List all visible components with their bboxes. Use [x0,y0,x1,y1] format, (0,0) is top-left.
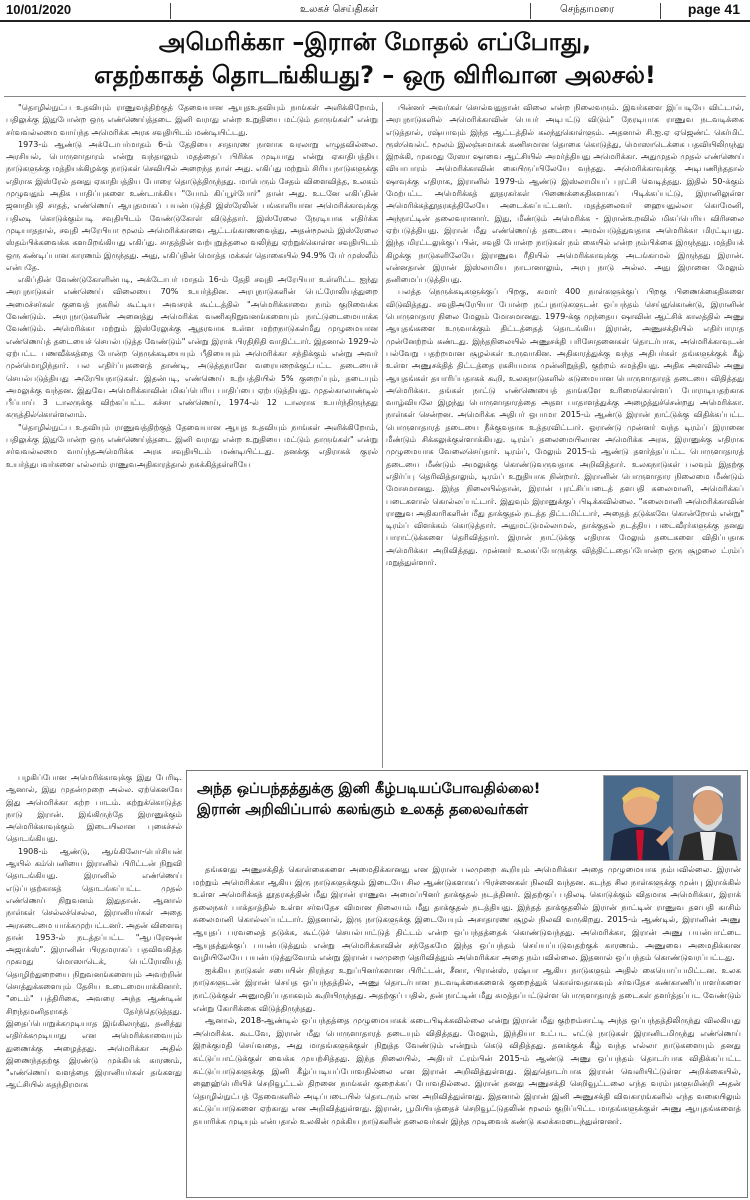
sidebar-story [186,770,748,1198]
header-divider [660,3,661,19]
article-paragraph: எகிப்தின் வேண்டுகோளின்படி, அக்டோபர் மாதம் 16-ம் தேதி சவுதி அரேபியா உள்ளிட்ட ஐந்து அரபுநாடுகள் எண்ணெய் விலையை 70% உயர்த்தின. அரபுநாடுகளின் பெட்ரோலியத்துறை அமைச்சர்கள் குவைத் நகரில் கூட்டிய அவசரக் கூட்டத்தில் "அமெரிக்காவை நாம் குறிவைக்க வேண்டும். அரபுநாடுகளின் அனைத்து அமெரிக்க வணிகநிறுவனங்களையும் நாட்டுடைமையாக்க வேண்டும். அமெரிக்கா மற்றும் இஸ்ரேலுக்கு ஆதரவாக உள்ள மற்றநாடுகள்மீது முழுமையான எண்ணெய்த் தடையைச் செயல்படுத்த வேண்டும்" என்று இராக் பிரதிநிதி வாதிட்டார். இதனால் 1929-ல் ஏற்பட்ட பணவீக்கத்தை போன்ற நெருக்கடியையும் பீதியையும் அமெரிக்கா சந்திக்கும் என்று அவர் முன்மொழிந்தார். பல எதிர்ப்புகளைத் தாண்டி, அடுத்தநாளே வரையறைக்குட்பட்ட தடையைச் செயல்படுத்தியது அரேபியநாடுகள். இதன்படி, எண்ணெய் உற்பத்தியில் 5% குறைப்பும், தடையும் அமலுக்கு வந்தன. இதுவே அமெரிக்காவின் மிகப்பெரிய பாதிப்பை ஏற்படுத்தியது. முதல்காலாண்டில் பீப்பாய் 3 டாலருக்கு விற்கப்பட்ட கச்சா எண்ணெய், 1974-ல் 12 டாலராக உயர்ந்திருந்தது கருத்தில்கொள்ளலாம். [6,275,378,420]
column-divider [382,102,383,768]
article-paragraph: பழகிப்போன அமெரிக்காவுக்கு இது பேரிடி. ஆனால், இது முதன்முறை அல்ல. ஏற்கெனவே இது அமெரிக்கா கற்ற பாடம். கற்றுக்கொடுத்த நாடு இரான். இங்கிருந்தே இரானுக்கும் அமெரிக்காவுக்கும் இடையிலான புகைச்சல் தொடங்கியது. [6,773,182,844]
header-divider [530,3,531,19]
article-column-right [386,102,744,768]
sidebar-headline-1: அந்த ஒப்பந்தத்துக்கு இனி கீழ்படியப்போவதில்லை! [197,781,541,797]
article-paragraph: 1973-ம் ஆண்டு அக்டோபர்மாதம் 6-ம் தேதியை சாதாரண நாளாக வரலாறு எழுதவில்லை. அரசியல், பொருளாதாரம் என்று வந்தாலும் மதத்தைப் பிரிக்க முடியாது என்று ஏகாதிபத்திய நாடுகளுக்கு மத்தியக்கிழக்கு நாடுகள் செவியில் அறைந்த நாள் அது. எகிப்து மற்றும் சிரிய நாடுகளுக்கு எதிராக இஸ்ரேல் தனது ஏகாதிபத்திய போரை தொடுத்திருந்தது. மாபெரும் சேதம் விளைவித்த, உலகம் முழுவதும் அதிக பாதிப்புகளை உண்டாக்கிய "யோம் கிப்பூர்போர்" தான் அது. உடனே எகிப்தின் ஜனாதிபதி சாதத், எண்ணெய் ஆயுதமாகப் பயன்படுத்தி இஸ்ரேலின் பங்காளியான அமெரிக்காவுக்கு பதிலடி கொடுக்கும்படி சவுதியிடம் வேண்டுகோள் விடுத்தார். இஸ்ரேலை நேரடியாக எதிர்க்க முடியாததால், சவுதி அரேபியா மூலம் அமெரிக்காவை ஆட்டங்காணவைத்து, அதன்மூலம் இஸ்ரேலை ஸ்தம்பிக்கவைக்க களமிறங்கியது எகிப்து. சாதத்தின் வற்புறுத்தலை வலிந்து ஏற்றுக்கொள்ள சவுதியிடம் ஒரு கண்டிப்பான காரணம் இருந்தது. அது, எகிப்தின் மொத்த மக்கள் தொகையில் 94.9% பேர் முஸ்லீம் என்பதே. [6,139,378,272]
sidebar-paragraph: தங்களது அணுசக்தித் கொள்கைகளை அமைதிக்கானது என இரான் பலமுறை கூறியும் அமெரிக்கா அதை முழுமையாக நம்பவில்லை. இரான் மற்றும் அமெரிக்கா ஆகிய இரு நாடுகளுக்கும் இடையே சில ஆண்டுகளாகப் பிரச்னைகள் நிலவி வந்தன. கடந்த சில நாள்களுக்கு முன்பு இராக்கில் உள்ள அமெரிக்கத் தூதரகத்தின் மீது இரான் ராணுவ அமைப்பினர் தாக்குதல் நடத்தினர். இதற்குப் பதிலடி கொடுக்கும் விதமாக அமெரிக்கா, இராக் தலைநகர் பாக்தாத்தில் உள்ள சர்வதேச விமான நிலையம் மீது தாக்குதல் நடத்தியது. இந்தத் தாக்குதலில் இரான் நாட்டின் ராணுவ தளபதி காசிம் சுலைமானி கொல்லப்பட்டார். இதனால், இரு நாடுகளுக்கு இடையேயும் அசாதாரண சூழல் நிலவி வருகிறது. 2015-ம் ஆண்டில், இரானின் அணு ஆயுதப் பரவலைத் தடுக்க, கூட்டுச் செயல்பாட்டுத் திட்டம் என்ற ஒப்பந்தத்தைக் கொண்டுவந்தது. அமெரிக்கா, இரான் அணு பயன்பாட்டை ஆயுதத்துக்குப் பயன்படுத்தும் என்று அமெரிக்காவின் சந்தேகமே இந்த ஒப்பந்தம் செய்யப்படுவதற்குக் காரணம். அணுவை அமைதிக்கான வழியிலேயே பயன்படுத்துவோம் என்று இரான் பலமுறை தெரிவித்தும் அமெரிக்கா அதை நம்பவில்லை. இதனால் ஒப்பந்தம் கொண்டுவரப்பட்டது. [193,864,741,963]
section-name: உலகச் செய்திகள் [300,4,378,15]
sidebar-paragraph: ஆனால், 2018-ஆண்டில் ஒப்பந்தத்தை முழுமையாகக் கடைபிடிக்கவில்லை என்று இரான் மீது குற்றம்சாட்டி அந்த ஒப்பந்தத்திலிருந்து விலகியது அமெரிக்க. கூடவே, இரான் மீது பொருளாதாரத் தடையும் விதித்தது. மேலும், இந்தியா உட்பட எட்டு நாடுகள் இரானிடமிருந்து எண்ணெய் இறக்குமதி செய்வதை, அது மாதங்களுக்குள் நிறுத்த வேண்டும் என்றும் கெடு விதித்தது. தனக்குக் கீழ் வந்த எல்லா நாடுகளையும் தனது கட்டுப்பாட்டுக்குள் வைக்க முயற்சித்தது. இந்த நிலையில், அதிபர் ட்ரம்பின் 2015-ம் ஆண்டு அணு ஒப்பந்தம் தொடர்பாக விதிக்கப்பட்ட கட்டுப்பாடுகளுக்கு இனி கீழ்ப்படியப்போவதில்லை என இரான் அறிவித்துள்ளது. இதுதொடர்பாக இரான் வெளியிட்டுள்ள அறிக்கையில், ஹைஹ்பெரியிச் செறிவூட்டல் திறனை நாங்கள் குறைக்கப் போவதில்லை. இரான் தனது அணுசக்தி செறிவூட்டலை எந்த வரம்புகளுமின்றி அதன் தொழில்நுட்பத் தேவைகளில் அடிப்படையில் தொடரும் என அறிவித்துள்ளது. இதனால் இரான் இனி அணுசக்தி விவகாரங்களில் எந்த வகையிலும் கட்டுப்பாடுகளை ஏற்காது என அறிவித்துள்ளது. இரான், பூமியியத்தைச் செறிவூட்டுதலின் மூலம் குறிப்பிட்ட மாதங்களுக்குள் அணு ஆயுதங்களைத் தயாரிக்க முடியும் என்பதால் உலகின் முக்கிய நாடுகளின் தலைவர்கள் இந்த முடிவைக் கண்டு கலக்கமடைந்துள்ளனர். [193,1015,741,1126]
article-paragraph: பின்னர் அவர்கள் சொல்வதுதான் விலை என்ற நிலைவரும். இவர்களை இப்படியே விட்டால், அரபுநாடுகளில் அமெரிக்காவின் பெயர் அடிபட்டு விடும்" நேரடியாக ராணுவ நடவடிக்கை எடுத்தால், ரஷ்யாவும் இந்த ஆட்டத்தில் கலந்துகொள்ளும். அதனால் சி.ஐ.ஏ ஏஜெண்ட் கெர்மிட் ரூஸ்வெல்ட் மூலம் இலஞ்சமாகக் கணிசமான தொகை கொடுத்து, மொஸாடெக்கை பதவியிலிருந்து இறக்கி, முகமது ரேஸா ஷாவை ஆட்சியில் அமர்த்தியது அமெரிக்கா. அதுமுதல் முதல் எண்ணெய் வியாபாரம் அமெரிக்காவின் கையிருப்பிலேயே வந்தது. அமெரிக்காவுக்கு அடிபணிந்ததால் ஷாவுக்கு எதிராக, இரானில் 1979-ம் ஆண்டு இஸ்லாமியப் புரட்சி வெடித்தது. இதில் 50-க்கும் மேற்பட்ட அமெரிக்கத் தூதரகர்கள் பிணைக்கைதிகளாகப் பிடிக்கப்பட்டு, இரானிலுள்ள அமெரிக்கத்தூதரகத்திலேயே அடைக்கப்பட்டனர். மதத்தலைவர் ஹையதுல்லா கொமேனி, அந்நாட்டின் தலைவரானார். இது, மீண்டும் அமெரிக்க - இரான்உறவில் மிகப்பெரிய விரிசலை ஏற்படுத்தியது. இரான் மீது எண்ணெய்த் தடையை அமல்படுத்துவதாக அமெரிக்கா மிரட்டியது. இந்த மிரட்டலுக்குப் பின், சவுதி போன்ற நாடுகள் நம் கையில் என்ற நம்பிக்கை இருந்தது. மத்தியக் கிழக்கு நாடுகளிலேயே இராணுவ ரீதியில் அமெரிக்காவுக்கு அடங்காமல் இருந்தது இரான். என்னதான் இரான் இஸ்லாமிய நாடானாலும், அரபு நாடு அல்ல. அது இரானை மேலும் தனிமைப்படுத்தியது. [386,103,744,285]
issue-date: 10/01/2020 [6,2,72,17]
article-column-narrow [6,772,182,1196]
headline-line-1: அமெரிக்கா –இரான் மோதல் எப்போது, [158,28,592,56]
article-paragraph: பலத்த நெருக்கடிகளுக்குப் பிறகு, சுமார் 400 நாள்களுக்குப் பிறகு பிணைக்கைதிகளை விடுவித்தது. சவுதிஅரேபியா போன்ற நட்புநாடுகளுடன் ஒப்பந்தம் செய்துகொண்டு, இரானின் பொருளாதார நிலை மேலும் மோசமானது. 1979-க்கு முந்தைய ஷாவின் ஆட்சிக் காலத்தில் அணு ஆயுதங்களை உருவாக்கும் திட்டத்தைத் தொடங்கிய இரான், அணுசக்தியில் எதிர்பாராத முன்னேற்றம் கண்டது. இந்தநிலையில் அணுசக்தி பரிசோதனைகள் தொடர்பாக, அமெரிக்காவுடன் பல்வேறு பதற்றமான சூழல்கள் உருவாகின. அதிகாரத்துக்கு வந்த அதிபர்கள் தங்களுக்குக் கீழ் உள்ள அணுசக்தித் திட்டத்தை ரகசியமாக முன்னிறுத்தி, குற்றம் சுமத்தியது. அதிக அளவில் அணு ஆயுதங்கள் தயாரிப்பதாகக் கூறி, உலகநாடுகளில் கடுமையான பொருளாதாரத் தடையை விதித்தது அமெரிக்கா. தங்கள் நாட்டு எண்ணெயைத் தாங்களே உரிமைகொள்ளப் போராடியதற்காக வாழ்வியலே இழந்து பொருளாதாரத்தை அதள பாதாளத்துக்கு அழைத்துச்சென்றது அமெரிக்கா. நாள்கள் சென்றன. அமெரிக்க அதிபர் ஒபாமா 2015-ம் ஆண்டு இரான் நாட்டுக்கு விதிக்கப்பட்ட பொருளாதாரத் தடையை நீக்குவதாக உத்தரவிட்டார். ஓராண்டு முன்னர் வந்த டிரம்ப் இரானை மீண்டும் சிக்கலுக்குள்ளாக்கியது. டிரம்ப் தலைமையிலான அமெரிக்க அரசு, இரானுக்கு எதிராக முழுமையாக வேலைசெய்தார். டிரம்ப், மேலும் 2015-ம் ஆண்டு தளர்த்தப்பட்ட பொருளாதாரத் தடையை மீண்டும் அமலுக்கு கொண்டுவருவதாக அறிவித்தார். உலகநாடுகள் பலவும் இதற்கு எதிர்ப்பு தெரிவித்தாலும், டிரம்ப் உறுதியாக நின்றார். இரானின் பொருளாதார நிலைமை மீண்டும் மோசமானது. இந்த நிலையில்தான், இரான் புரட்சிப்படைத் தளபதி சுலைமானி, அமெரிக்கப் படைகளால் கொல்லப்பட்டார். இதுவும் இரானுக்குப் பிடிக்கவில்லை. "சுலைமானி அமெரிக்காவின் ராணுவ அதிகாரிகளின் மீது தாக்குதல் நடத்த திட்டமிட்டார், அதைத் தடுக்கவே கொன்றோம் என்று" டிரம்ப் விளக்கம் கொடுத்தார். அதுமட்டுமல்லாமல், தாக்குதல் நடத்திய படைவீரர்களுக்கு தனது பாராட்டுக்களை தெரிவித்தார். இரான் நாட்டுக்கு எதிராக மேலும் தடைகளை விதிப்பதாக அமெரிக்கா அறிவித்தது. முன்னர் உலகப்போருக்கு வித்திட்டதைப்போன்ற ஒரு சூழலை ட்ரம்ப் மறுத்துள்ளார். [386,287,744,567]
headline-line-2: எதற்காகத் தொடங்கியது? – ஒரு விரிவான அலசல்! [94,61,656,89]
sidebar-headline [197,779,597,821]
sidebar-body [193,863,741,1193]
header-divider [170,3,171,19]
sidebar-headline-2: இரான் அறிவிப்பால் கலங்கும் உலகத் தலைவர்கள் [197,802,529,818]
page-number: page 41 [687,1,740,17]
sidebar-paragraph: ஐக்கிய நாடுகள் சபையின் நிரந்தர உறுப்பினர்களான பிரிட்டன், சீனா, பிரான்ஸ், ரஷ்யா ஆகிய நாடுகளும் அதில் கையொப்பமிட்டன. உலக நாடுகளுடன் இரான் செய்த ஒப்பந்தத்தில், அணு தொடர்பான நடவடிக்கைகளைக் குறைத்துக் கொள்வதாகவும் சர்வதேச கண்காணிப்பாளர்களை நாட்டுக்குள் அனுமதிப்பதாகவும் கூறியிருந்தது. அதற்குப் பதில், தன் நாட்டின் மீது சுமத்தப்பட்டுள்ள பொருளாதாரத் தடைகள் தளர்த்தப்பட வேண்டும் என்று கோரிக்கை விடுத்திருந்தது. [193,964,741,1013]
leaders-photo-illustration [604,776,741,861]
article-paragraph: 1908-ம் ஆண்டு, ஆங்கிலோ-பெர்சியன் ஆயில் கம்பெனியை இரானில் பிரிட்டன் நிறுவி தொடங்கியது. இரானில் எண்ணெய் எடுப்பதற்காகத் தொடங்கப்பட்ட முதல் எண்ணெய் நிறுவனம் இதுதான். ஆனால் நாள்கள் செல்லச்செல்ல, இரானியர்கள் அதை அரசுடைமை யாக்கமுற்பட்டனர். அதன் விளைவு தான் 1953-ல் நடத்தப்பட்ட "ஆபரேஷன் அஜாக்ஸ்". இரானின் பிரதமராகப் பதவிவகித்த முகமது மொஸாடெக், பெட்ரோலியத் தொழிற்துறையை நிறுவனங்களையும் அவற்றின் சொத்துக்களையும் தேசிய உடைமையாக்கினார். "டைம்" பத்திரிகை, அவரை அந்த ஆண்டின் சிறந்தமனிதராகத் தேர்ந்தெடுத்தது. இதைப்பொறுக்கமுடியாத இங்கிலாந்து, தனித்து எதிர்க்கமுடியாது என அமெரிக்காவையும் துணைக்கு அழைத்தது. அமெரிக்கா அதில் இணைந்ததற்கு இரண்டு முக்கியக் காரணம், "எண்ணெய் வளத்தை இரானியர்கள் தங்களது ஆட்சியில் சுதந்திரமாக [6,846,182,1090]
leaders-photo [603,775,741,861]
page-header [0,0,750,22]
main-headline [0,26,750,92]
article-column-left [6,102,378,770]
publication-name: செந்தாமரை [560,4,615,15]
headline-rule [4,96,746,97]
article-paragraph: "தொழில்நுட்ப உதவியும் ராணுவத்திற்குத் தேவையான ஆயுத உதவியும் நாங்கள் அளிக்கிறோம், பதிலுக்கு இதுபோன்ற ஒரு எண்ணெய்த்தடை இனி வராது என்ற உறுதியை மட்டும் தாருங்கள்" என்று சர்வவல்லமை வாய்ந்தஅமெரிக்க அரசு சவுதியிடம் மண்டியிட்டது. தனக்கு எதிராகக் குரல் உயர்த்துபவர்களை எல்லாம் ராணுவஅதிகாரத்தால் நசுக்கித்தள்ளியே [6,422,378,469]
article-paragraph: "தொழில்நுட்ப உதவியும் ராணுவத்திற்குத் தேவையான ஆயுதஉதவியும் நாங்கள் அளிக்கிறோம், பதிலுக்கு இதுபோன்ற ஒரு எண்ணெய்த்தடை இனி வராது என்ற உறுதியை மட்டும் தாருங்கள்" என்று சர்வவல்லமை வாய்ந்த அமெரிக்க அரசு சவுதியிடம் மண்டியிட்டது. [6,103,378,137]
